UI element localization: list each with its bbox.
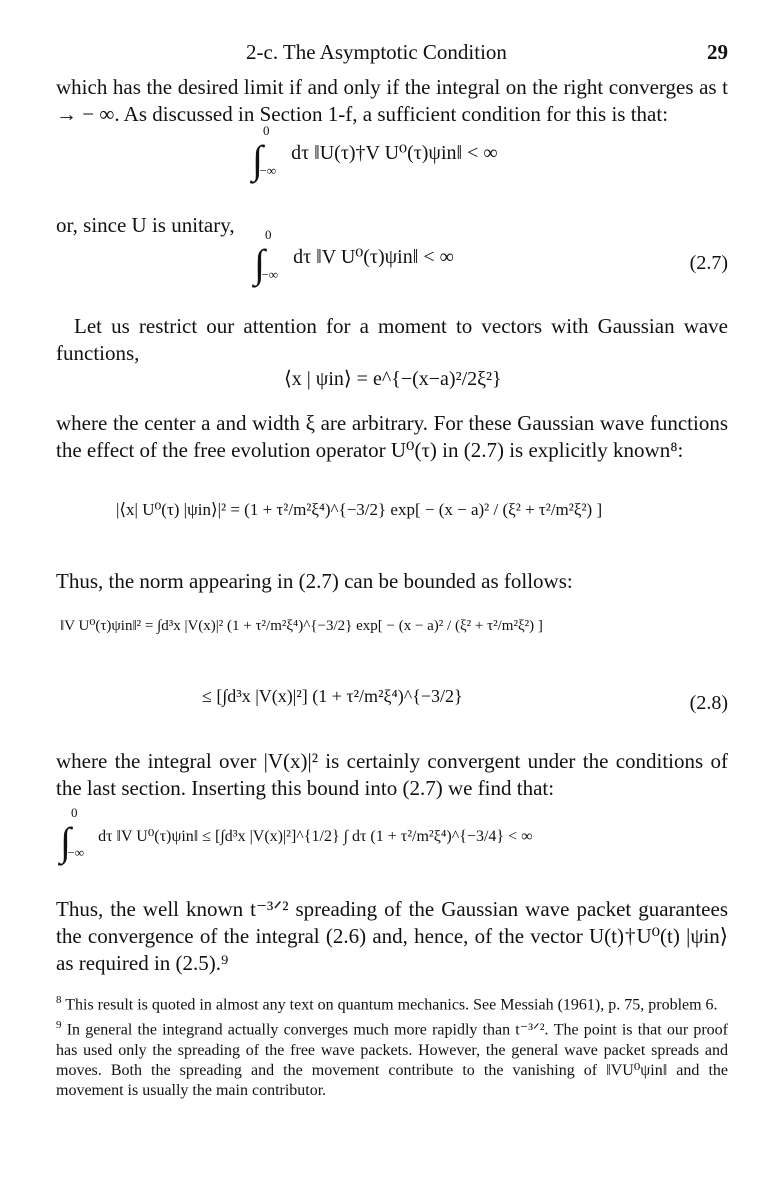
paragraph-7: Thus, the well known t⁻³ᐟ² spreading of the Gaussian wave packet guarantees the convergence of the integral (2.6) and, hence, of the vector U(t)†U⁰(t) |ψin⟩ as required in (2.5).⁹ xyxy=(56,897,728,975)
footnote-8: $^8$ This result is quoted in almost any text on quantum mechanics. See Messiah (1961), p. 75, problem 6. xyxy=(56,994,718,1014)
equation-2-body: dτ ‖V U⁰(τ)ψin‖ < ∞ xyxy=(293,246,454,268)
equation-2-8-line-1 xyxy=(56,616,728,676)
equation-3 xyxy=(56,366,728,396)
paragraph-4: where the center a and width ξ are arbitrary. For these Gaussian wave functions the effect of the free evolution operator U⁰(τ) in (2.7) is explicitly known⁸: xyxy=(56,411,728,462)
integral-sign: ∫ xyxy=(252,137,263,182)
equation-number: (2.7) xyxy=(689,252,728,274)
paragraph-6: where the integral over |V(x)|² is certainly convergent under the conditions of the last section. Inserting this bound into (2.7) we find that: xyxy=(56,749,728,800)
equation-1-body: dτ ‖U(τ)†V U⁰(τ)ψin‖ < ∞ xyxy=(291,142,498,164)
equation-2-8-line-2 xyxy=(56,680,728,740)
paragraph-5: Thus, the norm appearing in (2.7) can be bounded as follows: xyxy=(56,569,573,593)
paragraph-1: which has the desired limit if and only if the integral on the right converges as t → − ∞. As discussed in Section 1-f, a sufficient condition for this is that: xyxy=(56,75,728,126)
equation-number: (2.8) xyxy=(689,692,728,714)
equation-3-body: ⟨x | ψin⟩ = e^{−(x−a)²/2ξ²} xyxy=(284,368,502,390)
equation-4-body: |⟨x| U⁰(τ) |ψin⟩|² = (1 + τ²/m²ξ⁴)^{−3/2} exp[ − (x − a)² / (ξ² + τ²/m²ξ²) ] xyxy=(116,500,603,519)
page-number: 29 xyxy=(707,40,728,64)
equation-5a-body: ‖V U⁰(τ)ψin‖² = ∫d³x |V(x)|² (1 + τ²/m²ξ⁴)^{−3/2} exp[ − (x − a)² / (ξ² + τ²/m²ξ²) ] xyxy=(60,618,543,634)
running-header xyxy=(0,40,778,68)
paragraph-2: or, since U is unitary, xyxy=(56,213,235,237)
equation-6-body: dτ ‖V U⁰(τ)ψin‖ ≤ [∫d³x |V(x)|²]^{1/2} ∫ dτ (1 + τ²/m²ξ⁴)^{−3/4} < ∞ xyxy=(98,828,533,845)
section-title: 2-c. The Asymptotic Condition xyxy=(246,40,507,64)
equation-6: ∫$^0_{-\infty}$ dτ ‖V U⁰(τ)ψin‖ ≤ [∫d³x |V(x)|²]^{1/2} ∫ dτ (1 + τ²/m²ξ⁴)^{−3/4} < ∞ xyxy=(60,805,533,864)
equation-2-7: ∫$^0_{-\infty}$ dτ ‖V U⁰(τ)ψin‖ < ∞ (2.7) xyxy=(254,227,728,286)
equation-1: ∫$^0_{-\infty}$ dτ ‖U(τ)†V U⁰(τ)ψin‖ < ∞ xyxy=(252,123,498,182)
equation-4 xyxy=(56,500,728,560)
footnotes xyxy=(56,990,728,1101)
footnote-9: $^9$ In general the integrand actually converges much more rapidly than t⁻³ᐟ². The point is that our proof has used only the spreading of the free wave packets. However, the general wave packet spreads and moves. Both the spreading and the movement contribute to the vanishing of ‖VU⁰ψin‖ and the movement is usually the main contributor. xyxy=(56,1019,729,1099)
paragraph-3: Let us restrict our attention for a moment to vectors with Gaussian wave functions, xyxy=(56,314,728,365)
equation-5b-body: ≤ [∫d³x |V(x)|²] (1 + τ²/m²ξ⁴)^{−3/2} xyxy=(202,686,463,706)
